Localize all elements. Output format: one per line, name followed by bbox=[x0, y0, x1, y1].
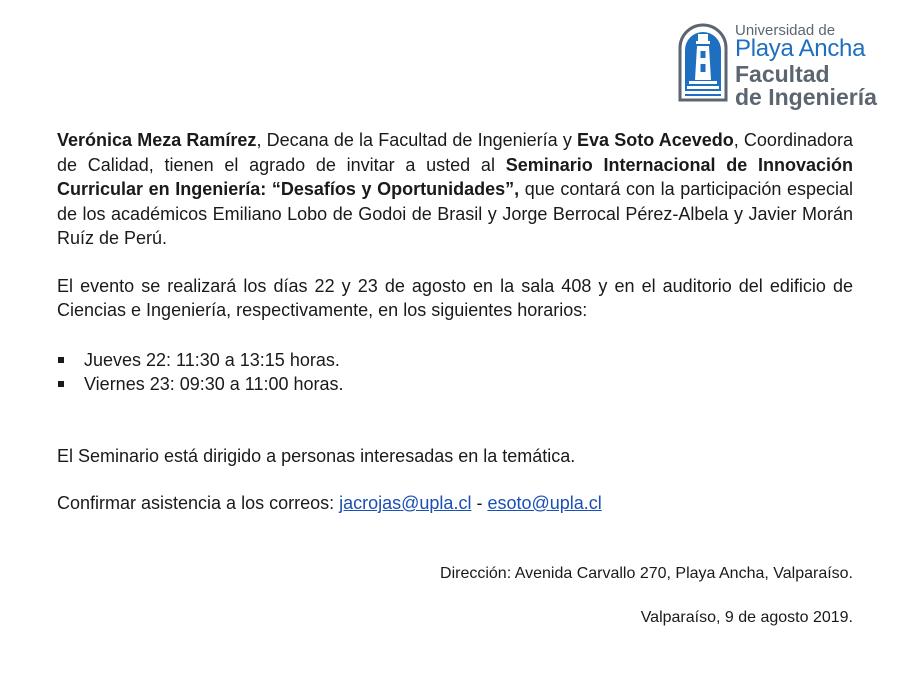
event-paragraph: El evento se realizará los días 22 y 23 de agosto en la sala 408 y en el auditorio del edificio de Ciencias e Ingeniería, respectivamente, en los siguientes horarios: bbox=[57, 275, 853, 320]
dean-name: Verónica Meza Ramírez bbox=[57, 130, 257, 150]
invitation-body bbox=[57, 128, 853, 516]
confirm-paragraph bbox=[57, 491, 853, 516]
date-line: Valparaíso, 9 de agosto 2019. bbox=[640, 609, 853, 626]
email-link-jacrojas[interactable]: jacrojas@upla.cl bbox=[339, 493, 472, 513]
logo-faculty-name-label: de Ingeniería bbox=[735, 84, 877, 110]
intro-text-1: , Decana de la Facultad de Ingeniería y bbox=[256, 130, 578, 150]
bullet-icon bbox=[58, 357, 64, 363]
intro-text-2: , Coordinadora de Calidad, tienen el agrado de invitar a usted al bbox=[57, 130, 853, 175]
schedule-list bbox=[57, 348, 853, 397]
coordinator-name: Eva Soto Acevedo bbox=[577, 130, 734, 150]
list-item bbox=[57, 372, 853, 397]
university-logo bbox=[676, 20, 886, 108]
email-link-esoto[interactable]: esoto@upla.cl bbox=[487, 493, 602, 513]
intro-paragraph bbox=[57, 128, 853, 251]
intro-text-3: que contará con la participación especial de los académicos Emiliano Lobo de Godoi de Brasil y Jorge Berrocal Pérez-Albela y Javier Morán Ruíz de Perú. bbox=[57, 179, 853, 248]
address-line: Dirección: Avenida Carvallo 270, Playa Ancha, Valparaíso. bbox=[440, 565, 853, 582]
logo-campus-label: Playa Ancha bbox=[735, 35, 866, 62]
confirm-label: Confirmar asistencia a los correos: bbox=[57, 493, 340, 513]
schedule-item-label: Viernes 23: 09:30 a 11:00 horas. bbox=[84, 374, 344, 394]
lighthouse-icon bbox=[676, 20, 730, 104]
schedule-item-label: Jueves 22: 11:30 a 13:15 horas. bbox=[84, 349, 340, 370]
logo-faculty-label: Facultad bbox=[735, 61, 830, 87]
seminar-title: Seminario Internacional de Innovación Curricular en Ingeniería: “Desafíos y Oportunidades”, bbox=[57, 154, 854, 199]
logo-university-label: Universidad de bbox=[735, 22, 836, 39]
list-item bbox=[57, 348, 853, 373]
email-separator: - bbox=[471, 493, 488, 513]
target-audience-paragraph: El Seminario está dirigido a personas interesadas en la temática. bbox=[57, 445, 576, 466]
bullet-icon bbox=[58, 381, 64, 387]
